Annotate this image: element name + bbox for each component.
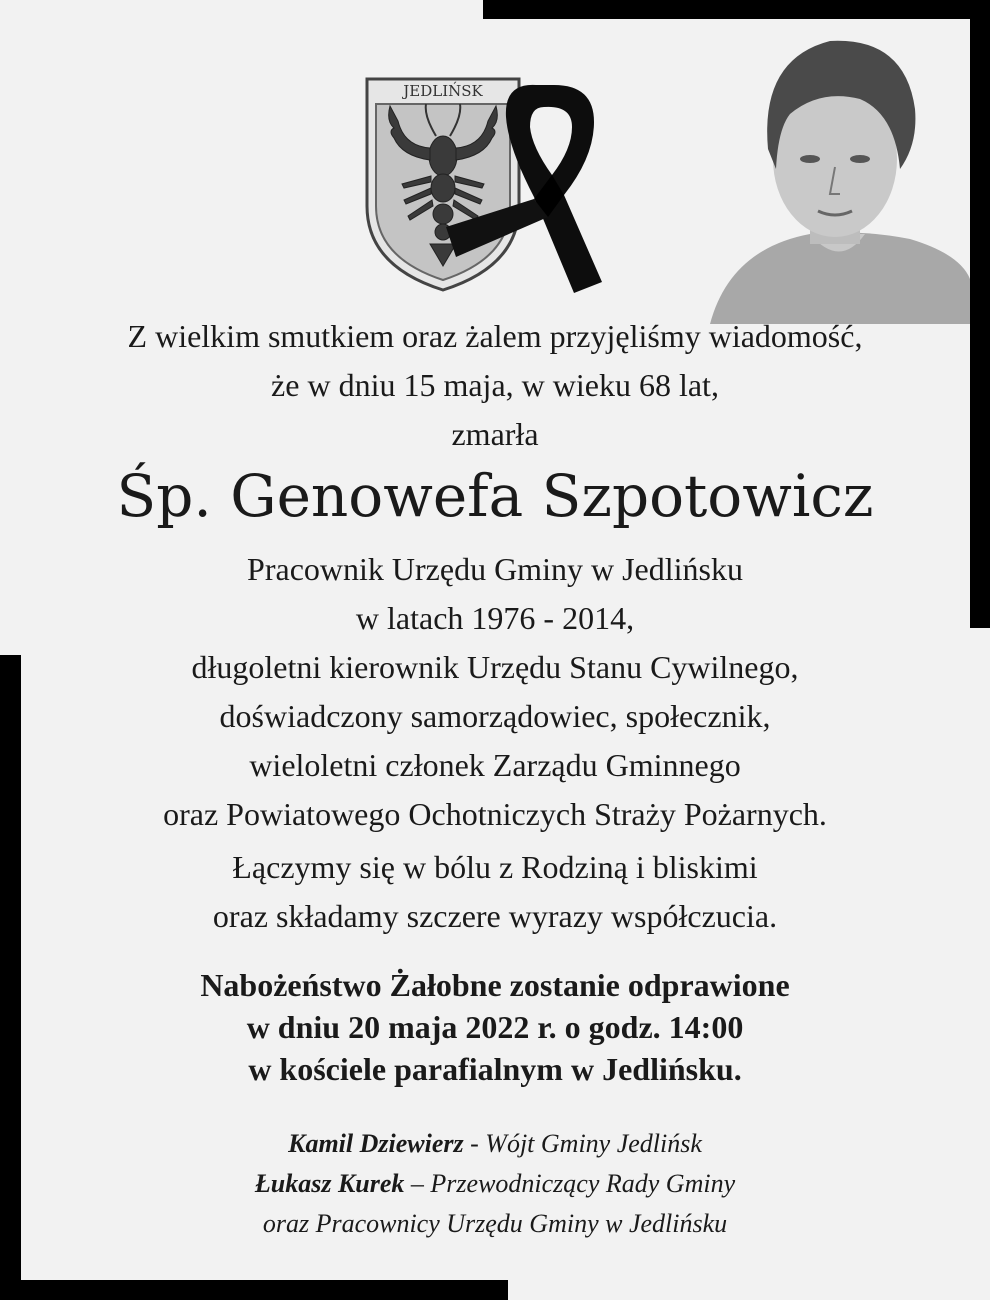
bio-line-5: wieloletni członek Zarządu Gminnego [249, 747, 741, 783]
mourning-ribbon-icon [444, 77, 614, 295]
condolences-text [0, 843, 990, 941]
frame-top-bar [483, 0, 990, 19]
signatory-1-name: Kamil Dziewierz [288, 1129, 464, 1158]
service-line-1: Nabożeństwo Żałobne zostanie odprawione [200, 967, 790, 1003]
intro-line-2: że w dniu 15 maja, w wieku 68 lat, [271, 367, 719, 403]
funeral-service-info [0, 964, 990, 1090]
signatory-2-name: Łukasz Kurek [254, 1169, 405, 1198]
signatory-2-role: – Przewodniczący Rady Gminy [404, 1169, 736, 1198]
crest-label: JEDLIŃSK [403, 82, 483, 100]
bio-line-2: w latach 1976 - 2014, [355, 600, 635, 636]
deceased-name: Śp. Genowefa Szpotowicz [116, 462, 874, 530]
condolences-line-1: Łączymy się w bólu z Rodziną i bliskimi [232, 849, 758, 885]
condolences-line-2: oraz składamy szczere wyrazy współczucia. [212, 898, 778, 934]
service-line-2: w dniu 20 maja 2022 r. o godz. 14:00 [246, 1009, 744, 1045]
bio-line-1: Pracownik Urzędu Gminy w Jedlińsku [247, 551, 743, 587]
signatory-1-role: - Wójt Gminy Jedlińsk [463, 1129, 702, 1158]
signatories [0, 1124, 990, 1244]
signatory-1 [0, 1124, 990, 1164]
biography-text [0, 545, 990, 839]
bio-line-4: doświadczony samorządowiec, społecznik, [219, 698, 771, 734]
intro-line-1: Z wielkim smutkiem oraz żalem przyjęliśmy wiadomość, [127, 318, 863, 354]
service-line-3: w kościele parafialnym w Jedlińsku. [248, 1051, 742, 1087]
frame-bottom-bar [0, 1280, 508, 1300]
bio-line-6: oraz Powiatowego Ochotniczych Straży Pożarnych. [163, 796, 827, 832]
signatory-2 [0, 1164, 990, 1204]
intro-text [0, 312, 990, 459]
portrait-photo [690, 19, 970, 324]
intro-line-3: zmarła [451, 416, 539, 452]
signatory-3: oraz Pracownicy Urzędu Gminy w Jedlińsku [262, 1209, 728, 1238]
bio-line-3: długoletni kierownik Urzędu Stanu Cywilnego, [191, 649, 799, 685]
